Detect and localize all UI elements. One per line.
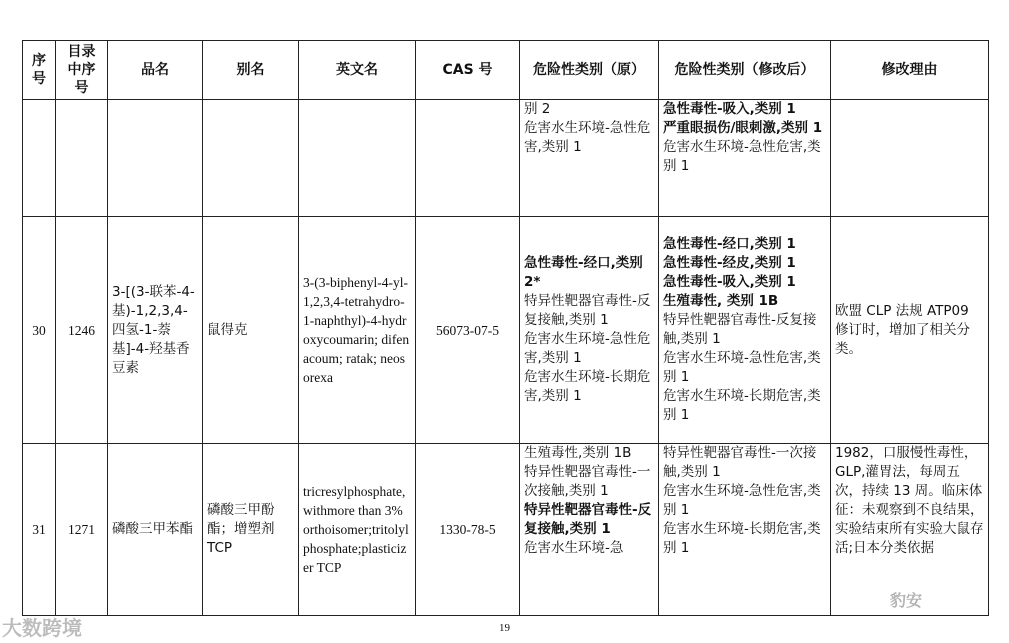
- hazard-entry: 特异性靶器官毒性-反复接触,类别 1: [524, 293, 651, 328]
- hazard-entry: 危害水生环境-急性危害,类别 1: [524, 120, 651, 155]
- cell-hazard-original: [520, 217, 659, 444]
- hazard-entry: 急性毒性-吸入,类别 1: [663, 101, 796, 117]
- hazard-entry: 急性毒性-经口,类别 1: [663, 236, 796, 252]
- watermark-badge: 豹安: [890, 591, 923, 610]
- cell-hazard-modified: [659, 100, 831, 217]
- page-number: 19: [499, 622, 510, 634]
- hazard-entry: 危害水生环境-长期危害,类别 1: [663, 521, 821, 556]
- hazard-classification-table: [22, 40, 989, 616]
- watermark-logo: 大数跨境: [2, 616, 82, 640]
- hazard-list: [524, 254, 654, 406]
- hazard-entry: 特异性靶器官毒性-一次接触,类别 1: [524, 464, 651, 499]
- cell-reason: 1982，口服慢性毒性，GLP,灌胃法，每周五次，持续 13 周。临床体征：未观察到不良结果，实验结束所有实验大鼠存活;日本分类依据: [831, 444, 989, 616]
- header-cas: CAS 号: [416, 41, 520, 100]
- cell-empty: [203, 100, 299, 217]
- cell-product-name: 3-[(3-联苯-4-基)-1,2,3,4-四氢-1-萘基]-4-羟基香豆素: [108, 217, 203, 444]
- cell-hazard-original: [520, 100, 659, 217]
- hazard-entry: 危害水生环境-急性危害,类别 1: [663, 139, 821, 174]
- header-row: [23, 41, 989, 100]
- cell-empty: [23, 100, 56, 217]
- cell-alias: 鼠得克: [203, 217, 299, 444]
- table-row: [23, 217, 989, 444]
- cell-cas: 56073-07-5: [416, 217, 520, 444]
- cell-empty: [299, 100, 416, 217]
- header-reason: 修改理由: [831, 41, 989, 100]
- hazard-list: [524, 444, 654, 558]
- table-row-continuation: [23, 100, 989, 217]
- cell-product-name: 磷酸三甲苯酯: [108, 444, 203, 616]
- header-product-name: 品名: [108, 41, 203, 100]
- cell-empty: [416, 100, 520, 217]
- hazard-entry: 生殖毒性, 类别 1B: [663, 293, 779, 309]
- hazard-entry: 危害水生环境-急性危害,类别 1: [524, 331, 651, 366]
- hazard-entry: 严重眼损伤/眼刺激,类别 1: [663, 120, 823, 136]
- hazard-entry: 别 2: [524, 101, 551, 117]
- cell-seq: 30: [23, 217, 56, 444]
- header-alias: 别名: [203, 41, 299, 100]
- cell-hazard-original: [520, 444, 659, 616]
- cell-hazard-modified: [659, 217, 831, 444]
- header-catalog-seq: 目录中序号: [56, 41, 108, 100]
- hazard-entry: 生殖毒性,类别 1B: [524, 445, 632, 461]
- header-english-name: 英文名: [299, 41, 416, 100]
- cell-empty: [108, 100, 203, 217]
- hazard-entry: 危害水生环境-长期危害,类别 1: [524, 369, 651, 404]
- table-row: [23, 444, 989, 616]
- hazard-entry: 危害水生环境-长期危害,类别 1: [663, 388, 821, 423]
- cell-alias: 磷酸三甲酚酯；增塑剂 TCP: [203, 444, 299, 616]
- cell-cas: 1330-78-5: [416, 444, 520, 616]
- hazard-entry: 危害水生环境-急性危害,类别 1: [663, 350, 821, 385]
- hazard-entry: 急性毒性-经口,类别 2*: [524, 255, 643, 290]
- hazard-list: [524, 100, 654, 157]
- cell-catalog-seq: 1271: [56, 444, 108, 616]
- cell-empty: [831, 100, 989, 217]
- cell-catalog-seq: 1246: [56, 217, 108, 444]
- hazard-entry: 危害水生环境-急: [524, 540, 624, 556]
- hazard-entry: 特异性靶器官毒性-反复接触,类别 1: [524, 502, 652, 537]
- cell-hazard-modified: [659, 444, 831, 616]
- cell-reason: 欧盟 CLP 法规 ATP09 修订时，增加了相关分类。: [831, 217, 989, 444]
- hazard-entry: 特异性靶器官毒性-一次接触,类别 1: [663, 445, 817, 480]
- cell-english-name: tricresylphosphate,withmore than 3% orthoisomer;tritolylphosphate;plasticizer TCP: [299, 444, 416, 616]
- hazard-list: [663, 100, 826, 176]
- hazard-list: [663, 444, 826, 558]
- header-seq: 序号: [23, 41, 56, 100]
- hazard-entry: 危害水生环境-急性危害,类别 1: [663, 483, 821, 518]
- hazard-entry: 特异性靶器官毒性-反复接触,类别 1: [663, 312, 817, 347]
- cell-english-name: 3-(3-biphenyl-4-yl-1,2,3,4-tetrahydro-1-naphthyl)-4-hydroxycoumarin; difenacoum; ratak; neosorexa: [299, 217, 416, 444]
- header-hazard-modified: 危险性类别（修改后）: [659, 41, 831, 100]
- header-hazard-original: 危险性类别（原）: [520, 41, 659, 100]
- cell-empty: [56, 100, 108, 217]
- cell-seq: 31: [23, 444, 56, 616]
- hazard-list: [663, 235, 826, 425]
- hazard-entry: 急性毒性-经皮,类别 1: [663, 255, 796, 271]
- hazard-entry: 急性毒性-吸入,类别 1: [663, 274, 796, 290]
